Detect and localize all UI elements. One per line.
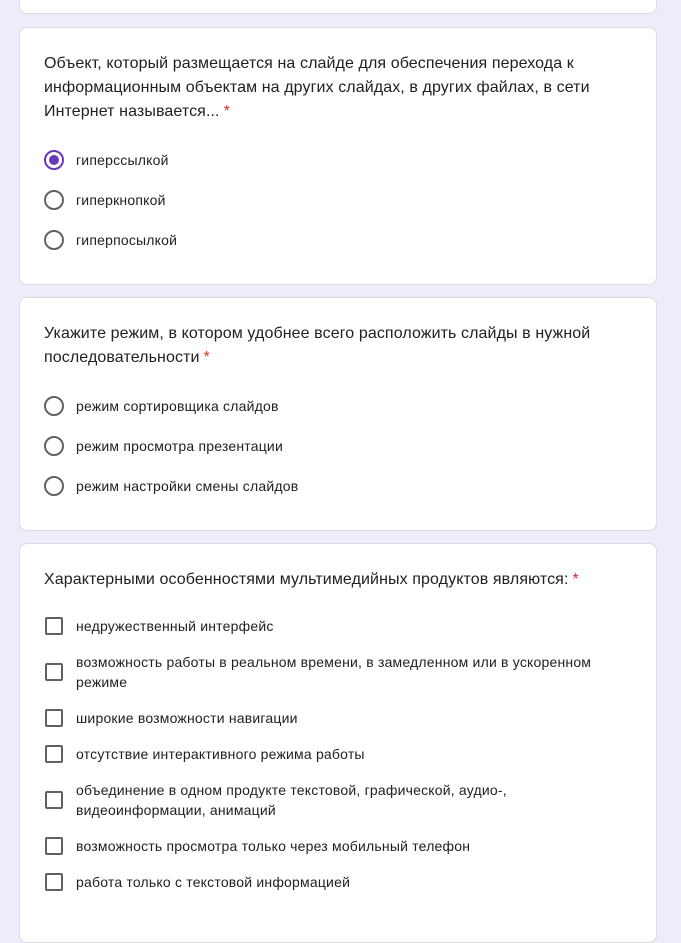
- radio-option-transitions[interactable]: [44, 476, 616, 496]
- checkbox-unchecked-icon[interactable]: [45, 745, 63, 763]
- checkbox-option[interactable]: [44, 744, 616, 764]
- checkbox-unchecked-icon[interactable]: [45, 709, 63, 727]
- option-label: режим настройки смены слайдов: [76, 478, 299, 494]
- question-card-hyperlink: [19, 27, 657, 285]
- option-label: недружественный интерфейс: [76, 618, 274, 634]
- checkbox-option[interactable]: [44, 616, 616, 636]
- radio-checked-icon[interactable]: [44, 150, 64, 170]
- question-text: Укажите режим, в котором удобнее всего расположить слайды в нужной последовательности: [44, 325, 591, 366]
- option-label: возможность работы в реальном времени, в замедленном или в ускоренном режиме: [76, 654, 592, 690]
- option-label: объединение в одном продукте текстовой, графической, аудио-, видеоинформации, анимаций: [76, 782, 507, 818]
- checkbox-option[interactable]: [44, 872, 616, 892]
- checkbox-unchecked-icon[interactable]: [45, 873, 63, 891]
- radio-unchecked-icon[interactable]: [44, 230, 64, 250]
- question-title: [44, 52, 616, 124]
- question-card-slide-mode: [19, 297, 657, 531]
- radio-option-hyperlink[interactable]: [44, 150, 616, 170]
- question-title: [44, 322, 616, 370]
- required-asterisk: *: [572, 571, 579, 588]
- required-asterisk: *: [203, 349, 210, 366]
- option-label: широкие возможности навигации: [76, 710, 298, 726]
- option-label: режим сортировщика слайдов: [76, 398, 279, 414]
- option-label: гиперкнопкой: [76, 192, 166, 208]
- question-card-multimedia: [19, 543, 657, 943]
- radio-option-hyperparcel[interactable]: [44, 230, 616, 250]
- checkbox-option[interactable]: [44, 708, 616, 728]
- radio-option-slide-sorter[interactable]: [44, 396, 616, 416]
- checkbox-option[interactable]: [44, 836, 616, 856]
- radio-unchecked-icon[interactable]: [44, 396, 64, 416]
- question-text: Объект, который размещается на слайде для обеспечения перехода к информационным объектам на других слайдах, в других файлах, в сети Интернет называется...: [44, 55, 590, 120]
- checkbox-unchecked-icon[interactable]: [45, 663, 63, 681]
- checkbox-option[interactable]: [44, 780, 616, 820]
- question-title: [44, 568, 616, 592]
- checkbox-unchecked-icon[interactable]: [45, 617, 63, 635]
- radio-option-slideshow[interactable]: [44, 436, 616, 456]
- checkbox-unchecked-icon[interactable]: [45, 791, 63, 809]
- radio-option-hyperbutton[interactable]: [44, 190, 616, 210]
- radio-unchecked-icon[interactable]: [44, 436, 64, 456]
- radio-unchecked-icon[interactable]: [44, 476, 64, 496]
- option-label: возможность просмотра только через мобильный телефон: [76, 838, 471, 854]
- option-label: отсутствие интерактивного режима работы: [76, 746, 365, 762]
- option-label: работа только с текстовой информацией: [76, 874, 351, 890]
- option-label: гиперпосылкой: [76, 232, 178, 248]
- checkbox-option[interactable]: [44, 652, 616, 692]
- option-label: режим просмотра презентации: [76, 438, 283, 454]
- question-text: Характерными особенностями мультимедийных продуктов являются:: [44, 571, 569, 588]
- radio-unchecked-icon[interactable]: [44, 190, 64, 210]
- checkbox-unchecked-icon[interactable]: [45, 837, 63, 855]
- required-asterisk: *: [223, 103, 230, 120]
- option-label: гиперссылкой: [76, 152, 169, 168]
- previous-question-card: [19, 0, 657, 14]
